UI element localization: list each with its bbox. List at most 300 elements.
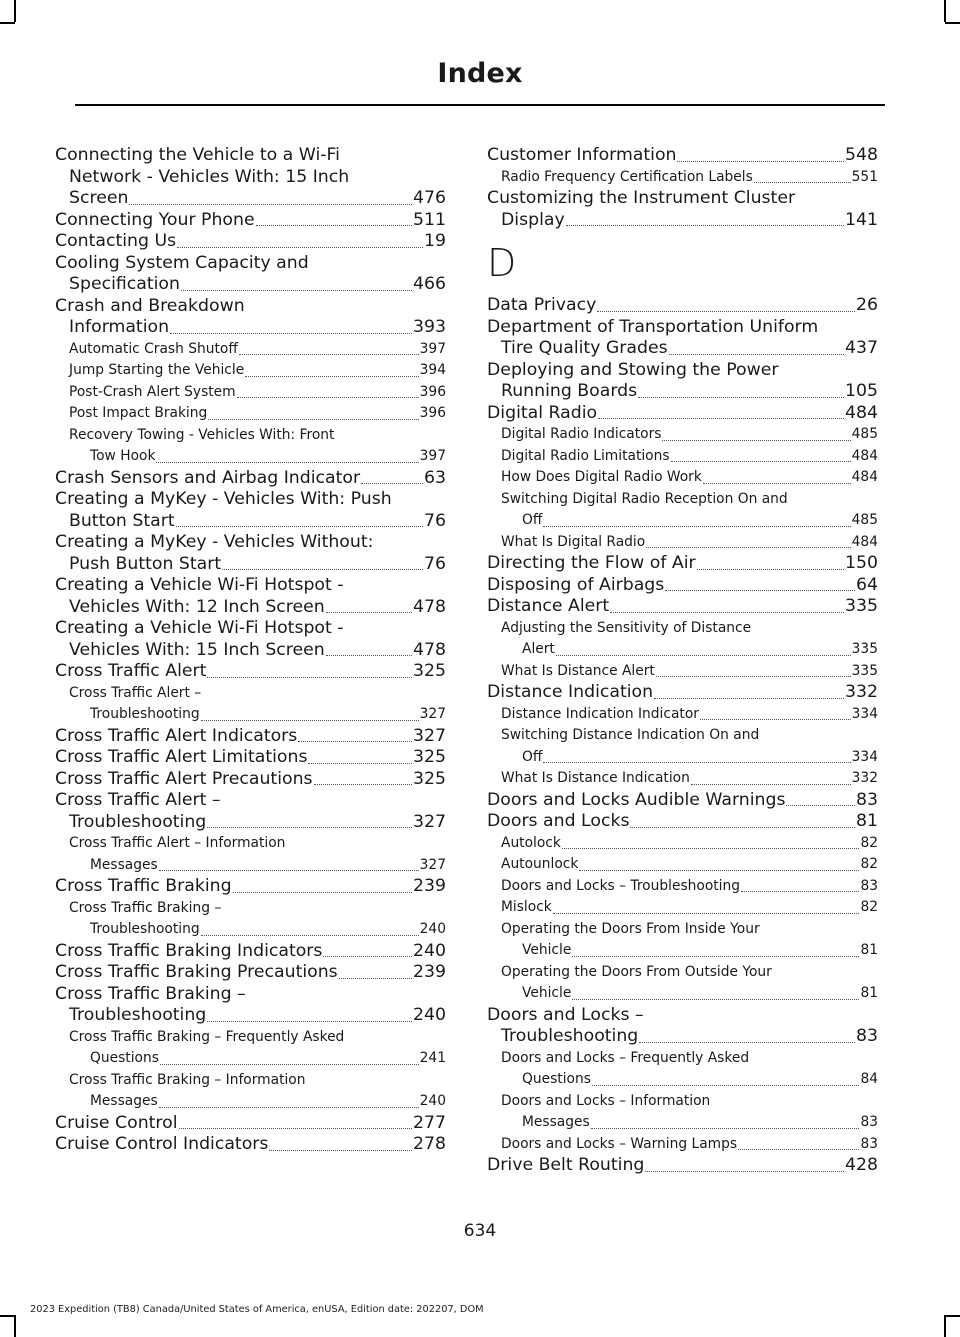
leader-dots <box>553 913 860 914</box>
leader-dots <box>207 1021 412 1022</box>
index-subentry[interactable] <box>487 704 878 726</box>
entry-page-number[interactable]: 63 <box>424 467 446 488</box>
leader-dots <box>339 978 412 979</box>
entry-text: Information <box>69 317 170 337</box>
leader-dots <box>176 526 423 527</box>
leader-dots <box>159 1107 419 1108</box>
entry-text: Cross Traffic Alert – <box>69 684 202 701</box>
entry-text: Creating a Vehicle Wi-Fi Hotspot - <box>55 575 344 595</box>
index-entry[interactable] <box>55 747 446 769</box>
entry-text: Troubleshooting <box>69 1005 207 1025</box>
index-entry[interactable] <box>487 575 878 597</box>
entry-text: Doors and Locks – Warning Lamps <box>501 1135 738 1152</box>
index-entry[interactable] <box>487 553 878 575</box>
entry-page-number[interactable]: 83 <box>856 1026 878 1046</box>
entry-text: Creating a MyKey - Vehicles Without: <box>55 532 374 552</box>
entry-text: Radio Frequency Certification Labels <box>501 168 753 185</box>
leader-dots <box>671 461 851 462</box>
entry-page-number[interactable]: 83 <box>860 1135 878 1152</box>
entry-page-number[interactable]: 476 <box>413 188 446 208</box>
entry-text: Doors and Locks – <box>487 1004 644 1025</box>
index-entry[interactable] <box>55 876 446 898</box>
leader-dots <box>208 419 418 420</box>
index-subentry[interactable] <box>487 1134 878 1156</box>
leader-dots <box>239 354 419 355</box>
index-subentry[interactable] <box>487 768 878 790</box>
entry-page-number[interactable]: 81 <box>856 811 878 831</box>
entry-text: Vehicles With: 12 Inch Screen <box>69 596 325 617</box>
entry-page-number[interactable]: 240 <box>419 1093 446 1109</box>
entry-page-number[interactable]: 428 <box>845 1155 878 1175</box>
entry-page-number[interactable]: 332 <box>851 770 878 786</box>
crop-mark <box>945 1315 960 1317</box>
entry-text: Recovery Towing - Vehicles With: Front <box>69 426 335 443</box>
index-entry[interactable] <box>487 145 878 167</box>
leader-dots <box>665 590 855 591</box>
entry-page-number[interactable]: 84 <box>860 1071 878 1087</box>
leader-dots <box>556 655 851 656</box>
entry-page-number[interactable]: 485 <box>851 426 878 442</box>
entry-text: Directing the Flow of Air <box>487 553 696 573</box>
entry-page-number[interactable]: 277 <box>413 1112 446 1133</box>
entry-text: Data Privacy <box>487 295 597 315</box>
entry-text: Drive Belt Routing <box>487 1155 645 1175</box>
entry-page-number[interactable]: 240 <box>413 1005 446 1025</box>
leader-dots <box>543 762 850 763</box>
crop-mark <box>14 1315 16 1337</box>
entry-text: Adjusting the Sensitivity of Distance <box>501 619 752 636</box>
entry-page-number[interactable]: 239 <box>413 876 446 896</box>
index-entry[interactable] <box>55 253 446 296</box>
index-subentry[interactable] <box>487 167 878 189</box>
entry-page-number[interactable]: 397 <box>419 340 446 357</box>
leader-dots <box>566 225 844 226</box>
index-entry[interactable] <box>55 790 446 833</box>
entry-text: Mislock <box>501 899 552 915</box>
entry-text: Messages <box>90 856 158 873</box>
leader-dots <box>245 376 418 377</box>
entry-text: Display <box>501 209 565 230</box>
index-entry[interactable] <box>55 941 446 963</box>
entry-text: Post-Crash Alert System <box>69 383 236 400</box>
entry-page-number[interactable]: 484 <box>851 469 878 485</box>
entry-text: Cross Traffic Alert – Information <box>69 835 286 851</box>
crop-mark <box>944 0 946 22</box>
entry-text: Running Boards <box>501 381 638 401</box>
index-entry[interactable] <box>55 532 446 575</box>
index-entry[interactable] <box>487 811 878 833</box>
entry-text: Questions <box>90 1050 159 1066</box>
index-entry[interactable] <box>55 468 446 490</box>
leader-dots <box>237 397 419 398</box>
entry-text: Connecting Your Phone <box>55 209 255 230</box>
entry-text: Questions <box>522 1071 591 1087</box>
leader-dots <box>630 827 855 828</box>
entry-page-number[interactable]: 76 <box>424 553 446 574</box>
index-entry[interactable] <box>487 790 878 812</box>
entry-page-number[interactable]: 82 <box>860 834 878 851</box>
index-subentry[interactable] <box>487 897 878 919</box>
leader-dots <box>572 999 859 1000</box>
entry-text: How Does Digital Radio Work <box>501 469 702 485</box>
entry-page-number[interactable]: 81 <box>860 942 878 958</box>
entry-page-number[interactable]: 396 <box>419 405 446 421</box>
index-subentry[interactable] <box>55 339 446 361</box>
entry-text: Vehicle <box>522 942 572 958</box>
entry-page-number[interactable]: 484 <box>851 447 878 464</box>
entry-text: Cooling System Capacity and <box>55 252 309 273</box>
entry-page-number[interactable]: 396 <box>419 383 446 400</box>
index-subentry[interactable] <box>487 467 878 489</box>
entry-text: Cross Traffic Braking Precautions <box>55 962 338 982</box>
entry-text: Automatic Crash Shutoff <box>69 340 238 357</box>
entry-page-number[interactable]: 478 <box>413 639 446 660</box>
index-entry[interactable] <box>55 618 446 661</box>
index-subentry[interactable] <box>55 1070 446 1113</box>
entry-page-number[interactable]: 335 <box>851 641 878 657</box>
entry-page-number[interactable]: 82 <box>860 899 878 915</box>
entry-page-number[interactable]: 83 <box>860 877 878 894</box>
entry-page-number[interactable]: 241 <box>419 1050 446 1066</box>
leader-dots <box>314 784 412 785</box>
entry-text: Crash Sensors and Airbag Indicator <box>55 467 361 488</box>
leader-dots <box>656 676 851 677</box>
index-subentry[interactable] <box>55 382 446 404</box>
index-subentry[interactable] <box>487 489 878 532</box>
entry-text: Switching Distance Indication On and <box>501 727 760 743</box>
entry-text: Connecting the Vehicle to a Wi-Fi <box>55 145 340 165</box>
leader-dots <box>222 569 423 570</box>
leader-dots <box>326 612 412 613</box>
entry-text: Digital Radio <box>487 402 598 423</box>
entry-text: Vehicle <box>522 985 572 1001</box>
index-subentry[interactable] <box>55 898 446 941</box>
entry-page-number[interactable]: 548 <box>845 145 878 165</box>
index-subentry[interactable] <box>487 446 878 468</box>
entry-text: Troubleshooting <box>501 1026 639 1046</box>
entry-page-number[interactable]: 327 <box>419 856 446 873</box>
entry-page-number[interactable]: 105 <box>845 381 878 401</box>
entry-text: Doors and Locks – Information <box>501 1092 711 1109</box>
entry-text: Deploying and Stowing the Power <box>487 359 779 380</box>
entry-text: Cross Traffic Braking <box>55 876 232 896</box>
entry-text: Messages <box>90 1093 158 1109</box>
entry-text: Disposing of Airbags <box>487 574 665 595</box>
entry-page-number[interactable]: 76 <box>424 510 446 531</box>
index-entry[interactable] <box>55 984 446 1027</box>
leader-dots <box>159 870 419 871</box>
entry-text: Cruise Control Indicators <box>55 1134 269 1154</box>
entry-text: Troubleshooting <box>90 921 200 937</box>
index-subentry[interactable] <box>487 661 878 683</box>
index-subentry[interactable] <box>487 854 878 876</box>
entry-page-number[interactable]: 150 <box>845 553 878 573</box>
leader-dots <box>591 1128 860 1129</box>
index-subentry[interactable] <box>487 424 878 446</box>
entry-text: Network - Vehicles With: 15 Inch <box>69 166 350 187</box>
entry-text: Cross Traffic Alert – <box>55 790 221 810</box>
index-entry[interactable] <box>487 317 878 360</box>
entry-page-number[interactable]: 394 <box>419 362 446 378</box>
entry-text: Post Impact Braking <box>69 405 208 421</box>
entry-text: Doors and Locks Audible Warnings <box>487 789 786 810</box>
crop-mark <box>0 22 15 24</box>
index-entry[interactable] <box>487 682 878 704</box>
page-number: 634 <box>463 1221 497 1241</box>
entry-text: Button Start <box>69 510 175 531</box>
entry-text: Cross Traffic Alert Limitations <box>55 747 308 767</box>
index-subentry[interactable] <box>487 1048 878 1091</box>
entry-text: Doors and Locks <box>487 811 630 831</box>
entry-page-number[interactable]: 325 <box>413 661 446 681</box>
leader-dots <box>691 784 851 785</box>
leader-dots <box>579 870 859 871</box>
entry-page-number[interactable]: 26 <box>856 295 878 315</box>
entry-text: Autounlock <box>501 856 579 872</box>
leader-dots <box>170 333 412 334</box>
index-subentry[interactable] <box>487 1091 878 1134</box>
entry-text: Cross Traffic Alert Precautions <box>55 768 313 789</box>
index-entry[interactable] <box>487 1005 878 1048</box>
edition-footer: 2023 Expedition (TB8) Canada/United States of America, enUSA, Edition date: 202207, DOM <box>30 1304 484 1315</box>
leader-dots <box>572 956 859 957</box>
entry-text: Distance Alert <box>487 596 610 616</box>
leader-dots <box>662 440 850 441</box>
entry-page-number[interactable]: 334 <box>851 748 878 765</box>
section-letter: D <box>487 241 517 285</box>
leader-dots <box>179 1128 412 1129</box>
entry-text: Cross Traffic Alert <box>55 661 207 681</box>
entry-text: Contacting Us <box>55 231 177 251</box>
entry-text: Creating a MyKey - Vehicles With: Push <box>55 489 392 509</box>
index-subentry[interactable] <box>487 618 878 661</box>
index-subentry[interactable] <box>55 683 446 726</box>
page-title: Index <box>437 58 523 89</box>
leader-dots <box>323 956 412 957</box>
entry-page-number[interactable]: 484 <box>845 402 878 423</box>
entry-page-number[interactable]: 478 <box>413 596 446 617</box>
entry-text: Operating the Doors From Outside Your <box>501 963 772 980</box>
leader-dots <box>298 741 412 742</box>
entry-text: Off <box>522 748 543 765</box>
entry-text: Crash and Breakdown <box>55 295 245 316</box>
index-subentry[interactable] <box>487 532 878 554</box>
entry-page-number[interactable]: 485 <box>851 512 878 528</box>
entry-page-number[interactable]: 83 <box>860 1114 878 1130</box>
entry-text: Vehicles With: 15 Inch Screen <box>69 639 325 660</box>
leader-dots <box>639 1042 855 1043</box>
index-entry[interactable] <box>55 661 446 683</box>
leader-dots <box>207 827 412 828</box>
index-column-right <box>487 145 878 1177</box>
entry-text: What Is Distance Alert <box>501 662 655 679</box>
entry-page-number[interactable]: 397 <box>419 448 446 464</box>
index-entry[interactable] <box>55 1113 446 1135</box>
entry-page-number[interactable]: 325 <box>413 768 446 789</box>
entry-text: Digital Radio Limitations <box>501 447 670 464</box>
entry-text: Cross Traffic Braking – <box>69 899 222 916</box>
index-entry[interactable] <box>55 489 446 532</box>
leader-dots <box>256 225 412 226</box>
entry-page-number[interactable]: 240 <box>413 940 446 961</box>
entry-page-number[interactable]: 335 <box>851 662 878 679</box>
index-entry[interactable] <box>55 726 446 748</box>
index-subentry[interactable] <box>55 403 446 425</box>
index-entry[interactable] <box>55 962 446 984</box>
entry-text: Department of Transportation Uniform <box>487 316 819 337</box>
entry-page-number[interactable]: 327 <box>413 811 446 832</box>
entry-page-number[interactable]: 278 <box>413 1134 446 1154</box>
leader-dots <box>129 204 412 205</box>
leader-dots <box>669 354 844 355</box>
entry-page-number[interactable]: 327 <box>413 725 446 746</box>
entry-page-number[interactable]: 484 <box>851 533 878 550</box>
leader-dots <box>177 247 423 248</box>
leader-dots <box>326 655 412 656</box>
index-entry[interactable] <box>55 210 446 232</box>
entry-text: What Is Distance Indication <box>501 770 690 786</box>
leader-dots <box>543 526 850 527</box>
entry-page-number[interactable]: 64 <box>856 574 878 595</box>
leader-dots <box>610 612 844 613</box>
index-entry[interactable] <box>487 1155 878 1177</box>
leader-dots <box>638 397 844 398</box>
index-column-left <box>55 145 446 1156</box>
leader-dots <box>233 892 412 893</box>
index-subentry[interactable] <box>487 962 878 1005</box>
entry-text: Cross Traffic Braking – Information <box>69 1071 306 1088</box>
index-subentry[interactable] <box>55 360 446 382</box>
entry-text: Tow Hook <box>90 448 156 464</box>
index-entry[interactable] <box>55 1134 446 1156</box>
index-entry[interactable] <box>55 145 446 210</box>
index-subentry[interactable] <box>487 919 878 962</box>
entry-page-number[interactable]: 393 <box>413 317 446 337</box>
entry-text: Doors and Locks – Frequently Asked <box>501 1049 750 1066</box>
entry-text: Cross Traffic Braking Indicators <box>55 940 323 961</box>
leader-dots <box>308 763 412 764</box>
entry-text: Customizing the Instrument Cluster <box>487 188 796 208</box>
leader-dots <box>201 720 419 721</box>
index-entry[interactable] <box>487 403 878 425</box>
entry-text: Screen <box>69 188 129 208</box>
entry-page-number[interactable]: 551 <box>851 168 878 185</box>
entry-text: Cruise Control <box>55 1112 178 1133</box>
index-subentry[interactable] <box>55 425 446 468</box>
crop-mark <box>14 0 16 22</box>
index-subentry[interactable] <box>487 725 878 768</box>
entry-page-number[interactable]: 19 <box>424 231 446 251</box>
leader-dots <box>269 1150 412 1151</box>
index-entry[interactable] <box>55 769 446 791</box>
entry-page-number[interactable]: 334 <box>851 705 878 722</box>
index-entry[interactable] <box>487 596 878 618</box>
leader-dots <box>597 311 855 312</box>
index-entry[interactable] <box>55 575 446 618</box>
entry-page-number[interactable]: 327 <box>419 706 446 722</box>
entry-text: Messages <box>522 1114 590 1130</box>
index-subentry[interactable] <box>487 833 878 855</box>
entry-text: Tire Quality Grades <box>501 338 668 358</box>
leader-dots <box>160 1064 419 1065</box>
leader-dots <box>786 805 855 806</box>
index-entry[interactable] <box>487 360 878 403</box>
entry-text: Customer Information <box>487 145 677 165</box>
leader-dots <box>181 290 412 291</box>
entry-text: Specification <box>69 274 180 294</box>
entry-text: Cross Traffic Braking – <box>55 983 246 1004</box>
index-entry[interactable] <box>487 295 878 317</box>
entry-text: Operating the Doors From Inside Your <box>501 920 760 937</box>
leader-dots <box>700 719 851 720</box>
entry-text: Distance Indication Indicator <box>501 705 699 722</box>
entry-page-number[interactable]: 81 <box>860 985 878 1001</box>
leader-dots <box>598 418 844 419</box>
entry-text: Troubleshooting <box>90 706 200 722</box>
leader-dots <box>156 462 418 463</box>
index-subentry[interactable] <box>55 1027 446 1070</box>
crop-mark <box>945 22 960 24</box>
entry-page-number[interactable]: 335 <box>845 596 878 616</box>
entry-page-number[interactable]: 240 <box>419 921 446 937</box>
entry-text: Cross Traffic Alert Indicators <box>55 725 298 746</box>
entry-page-number[interactable]: 325 <box>413 747 446 767</box>
entry-page-number[interactable]: 239 <box>413 962 446 982</box>
entry-text: Troubleshooting <box>69 811 207 832</box>
index-entry[interactable] <box>487 188 878 231</box>
title-divider <box>75 104 885 106</box>
entry-page-number[interactable]: 82 <box>860 856 878 872</box>
entry-text: Push Button Start <box>69 553 222 574</box>
leader-dots <box>562 848 860 849</box>
leader-dots <box>703 483 851 484</box>
crop-mark <box>944 1315 946 1337</box>
crop-mark <box>0 1315 15 1317</box>
entry-text: Distance Indication <box>487 682 654 702</box>
entry-text: Off <box>522 512 543 528</box>
leader-dots <box>677 161 844 162</box>
leader-dots <box>646 547 850 548</box>
entry-page-number[interactable]: 141 <box>845 209 878 230</box>
leader-dots <box>654 698 844 699</box>
entry-page-number[interactable]: 83 <box>856 789 878 810</box>
entry-page-number[interactable]: 332 <box>845 682 878 702</box>
entry-text: Switching Digital Radio Reception On and <box>501 490 788 507</box>
entry-text: Creating a Vehicle Wi-Fi Hotspot - <box>55 618 344 638</box>
index-entry[interactable] <box>55 296 446 339</box>
entry-text: Doors and Locks – Troubleshooting <box>501 877 741 894</box>
leader-dots <box>754 182 851 183</box>
index-entry[interactable] <box>55 231 446 253</box>
entry-text: Digital Radio Indicators <box>501 426 662 442</box>
entry-page-number[interactable]: 437 <box>845 338 878 358</box>
leader-dots <box>738 1149 859 1150</box>
entry-text: Jump Starting the Vehicle <box>69 362 245 378</box>
index-subentry[interactable] <box>55 833 446 876</box>
leader-dots <box>201 935 419 936</box>
entry-text: What Is Digital Radio <box>501 533 646 550</box>
leader-dots <box>645 1171 844 1172</box>
entry-page-number[interactable]: 511 <box>413 209 446 230</box>
entry-text: Autolock <box>501 834 561 851</box>
entry-text: Cross Traffic Braking – Frequently Asked <box>69 1028 345 1045</box>
entry-text: Alert <box>522 641 555 657</box>
leader-dots <box>592 1085 860 1086</box>
leader-dots <box>741 891 859 892</box>
index-subentry[interactable] <box>487 876 878 898</box>
leader-dots <box>697 569 844 570</box>
entry-page-number[interactable]: 466 <box>413 274 446 294</box>
